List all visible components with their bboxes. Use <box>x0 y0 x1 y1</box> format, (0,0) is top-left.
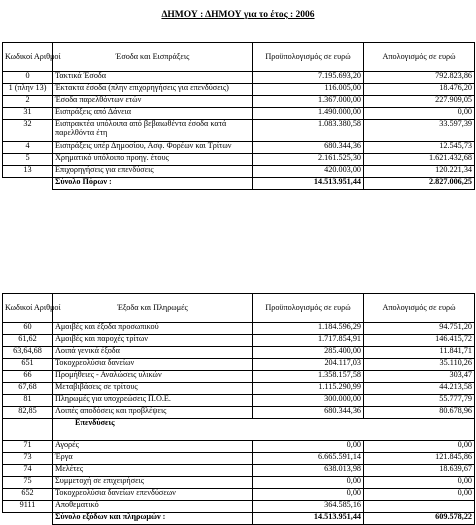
row-desc: Τακτικά Έσοδα <box>53 72 253 84</box>
row-budget: 0,00 <box>253 441 364 453</box>
table-row <box>3 142 475 154</box>
table-row <box>3 395 475 407</box>
table-row <box>3 154 475 166</box>
row-desc: Εισπράξεις υπέρ Δημοσίου, Ασφ. Φορέων και Τρίτων <box>53 142 253 154</box>
row-desc: Μεταβιβάσεις σε τρίτους <box>53 383 253 395</box>
row-budget: 7.195.693,20 <box>253 72 364 84</box>
row-code: 74 <box>3 465 53 477</box>
income-header-row <box>3 43 475 72</box>
row-actual: 0,00 <box>364 441 475 453</box>
row-actual: 1.621.432,68 <box>364 154 475 166</box>
row-budget: 1.115.290,99 <box>253 383 364 395</box>
row-actual: 792.823,86 <box>364 72 475 84</box>
row-desc: Έκτακτα έσοδα (πλην επιχορηγήσεις για επενδύσεις) <box>53 84 253 96</box>
expenses-table <box>2 293 475 525</box>
row-budget: 1.184.596,29 <box>253 323 364 335</box>
row-budget: 1.490.000,00 <box>253 108 364 120</box>
row-actual: 33.597,39 <box>364 120 475 142</box>
row-desc: Πληρωμές για υποχρεώσεις Π.Ο.Ε. <box>53 395 253 407</box>
table-row <box>3 453 475 465</box>
table-row <box>3 166 475 178</box>
row-actual: 303,47 <box>364 371 475 383</box>
investments-subheader: Επενδύσεις <box>53 419 364 441</box>
row-budget: 300.000,00 <box>253 395 364 407</box>
row-budget: 1.358.157,58 <box>253 371 364 383</box>
income-header-desc: Έσοδα και Εισπράξεις <box>53 43 253 72</box>
table-row <box>3 347 475 359</box>
income-header-code: Κωδικοί Αριθμοί <box>3 43 53 72</box>
table-row <box>3 383 475 395</box>
row-actual: 120.221,34 <box>364 166 475 178</box>
table-row <box>3 465 475 477</box>
expenses-header-row <box>3 294 475 323</box>
row-code: 82,85 <box>3 407 53 419</box>
table-row <box>3 96 475 108</box>
row-desc: Χρηματικό υπόλοιπο προηγ. έτους <box>53 154 253 166</box>
row-code: 60 <box>3 323 53 335</box>
row-actual: 0,00 <box>364 477 475 489</box>
row-desc: Αμοιβές και έξοδα προσωπικού <box>53 323 253 335</box>
row-actual: 94.751,20 <box>364 323 475 335</box>
row-actual: 55.777,79 <box>364 395 475 407</box>
row-code: 31 <box>3 108 53 120</box>
row-desc: Αγορές <box>53 441 253 453</box>
row-code: 4 <box>3 142 53 154</box>
row-budget: 116.005,00 <box>253 84 364 96</box>
expenses-total-actual: 609.578,22 <box>364 513 475 525</box>
table-row <box>3 371 475 383</box>
row-desc: Εισπράξεις από Δάνεια <box>53 108 253 120</box>
expenses-header-desc: Έξοδα και Πληρωμές <box>53 294 253 323</box>
table-row <box>3 108 475 120</box>
row-desc: Επιχορηγήσεις για επενδύσεις <box>53 166 253 178</box>
row-budget: 680.344,36 <box>253 407 364 419</box>
row-code: 75 <box>3 477 53 489</box>
row-desc: Τοκοχρεολύσια δανείων <box>53 359 253 371</box>
row-desc: Λοιπά γενικά έξοδα <box>53 347 253 359</box>
table-row <box>3 441 475 453</box>
row-desc: Αποθεματικό <box>53 501 253 513</box>
row-budget: 1.367.000,00 <box>253 96 364 108</box>
expenses-header-actual: Απολογισμός σε ευρώ <box>364 294 475 323</box>
row-budget: 638.013,98 <box>253 465 364 477</box>
row-code: 13 <box>3 166 53 178</box>
row-desc: Έργα <box>53 453 253 465</box>
row-code: 67,68 <box>3 383 53 395</box>
table-row <box>3 84 475 96</box>
row-budget: 0,00 <box>253 489 364 501</box>
income-total-budget: 14.513.951,44 <box>253 178 364 190</box>
row-code: 81 <box>3 395 53 407</box>
expenses-total-row <box>3 513 475 525</box>
income-total-actual: 2.827.006,25 <box>364 178 475 190</box>
row-code: 0 <box>3 72 53 84</box>
row-actual: 18.476,20 <box>364 84 475 96</box>
row-code: 1 (πλην 13) <box>3 84 53 96</box>
row-actual: 18.639,67 <box>364 465 475 477</box>
row-budget: 680.344,36 <box>253 142 364 154</box>
row-actual: 80.678,96 <box>364 407 475 419</box>
row-actual: 35.110,26 <box>364 359 475 371</box>
row-desc: Μελέτες <box>53 465 253 477</box>
row-code: 61,62 <box>3 335 53 347</box>
row-desc: Εισπρακτέα υπόλοιπα από βεβαιωθέντα έσοδα κατά παρελθόντα έτη <box>53 120 253 142</box>
row-actual: 44.213,58 <box>364 383 475 395</box>
row-code: 66 <box>3 371 53 383</box>
row-code: 652 <box>3 489 53 501</box>
income-total-label: Σύνολο Πόρων : <box>53 178 253 190</box>
row-desc: Λοιπές αποδόσεις και προβλέψεις <box>53 407 253 419</box>
row-code: 2 <box>3 96 53 108</box>
row-code: 5 <box>3 154 53 166</box>
table-row <box>3 72 475 84</box>
row-desc: Αμοιβές και παροχές τρίτων <box>53 335 253 347</box>
row-actual <box>364 501 475 513</box>
row-actual: 227.909,05 <box>364 96 475 108</box>
income-table <box>2 42 475 190</box>
row-budget: 6.665.591,14 <box>253 453 364 465</box>
income-header-budget: Προϋπολογισμός σε ευρώ <box>253 43 364 72</box>
table-row <box>3 323 475 335</box>
table-row <box>3 477 475 489</box>
row-code: 73 <box>3 453 53 465</box>
row-actual: 0,00 <box>364 108 475 120</box>
row-code: 32 <box>3 120 53 142</box>
row-actual: 11.841,71 <box>364 347 475 359</box>
row-actual: 12.545,73 <box>364 142 475 154</box>
row-budget: 364.585,16 <box>253 501 364 513</box>
row-code: 63,64,68 <box>3 347 53 359</box>
income-total-row <box>3 178 475 190</box>
row-actual: 0,00 <box>364 489 475 501</box>
page-title: ΔΗΜΟΥ : ΔΗΜΟΥ για το έτος : 2006 <box>161 10 315 20</box>
expenses-header-budget: Προϋπολογισμός σε ευρώ <box>253 294 364 323</box>
row-desc: Συμμετοχή σε επιχειρήσεις <box>53 477 253 489</box>
table-row <box>3 501 475 513</box>
expenses-total-label: Σύνολο εξόδων και πληρωμών : <box>53 513 253 525</box>
table-row <box>3 489 475 501</box>
row-actual: 121.845,86 <box>364 453 475 465</box>
expenses-header-code: Κωδικοί Αριθμοί <box>3 294 53 323</box>
row-budget: 2.161.525,30 <box>253 154 364 166</box>
expenses-total-budget: 14.513.951,44 <box>253 513 364 525</box>
row-code: 651 <box>3 359 53 371</box>
table-row <box>3 407 475 419</box>
row-actual: 146.415,72 <box>364 335 475 347</box>
row-code: 9111 <box>3 501 53 513</box>
row-budget: 204.117,03 <box>253 359 364 371</box>
row-code: 71 <box>3 441 53 453</box>
investments-subheader-row <box>3 419 475 441</box>
row-budget: 1.717.854,91 <box>253 335 364 347</box>
income-header-actual: Απολογισμός σε ευρώ <box>364 43 475 72</box>
table-row <box>3 359 475 371</box>
row-desc: Προμήθειες - Αναλώσεις υλικών <box>53 371 253 383</box>
table-row <box>3 335 475 347</box>
row-desc: Τοκοχρεολύσια δανείων επενδύσεων <box>53 489 253 501</box>
row-budget: 420.003,00 <box>253 166 364 178</box>
row-budget: 0,00 <box>253 477 364 489</box>
row-budget: 285.400,00 <box>253 347 364 359</box>
row-budget: 1.083.380,58 <box>253 120 364 142</box>
table-row <box>3 120 475 142</box>
row-desc: Έσοδα παρελθόντων ετών <box>53 96 253 108</box>
